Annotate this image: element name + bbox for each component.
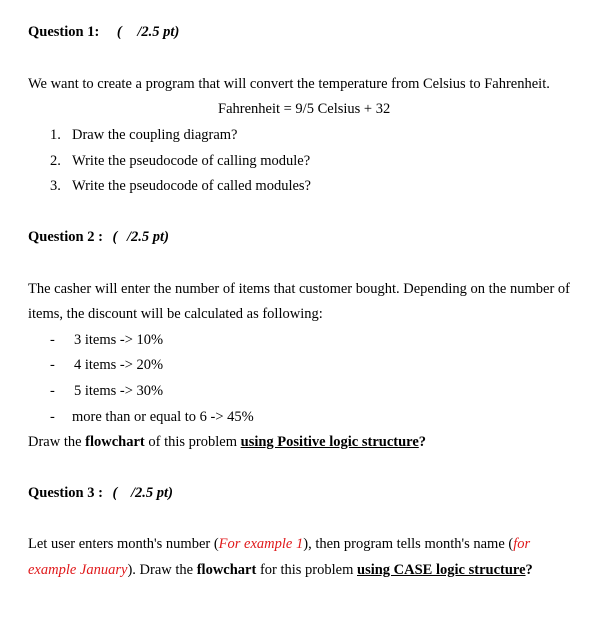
q3-line2-end: ? — [525, 562, 533, 578]
q1-item-number: 1. — [50, 127, 61, 143]
q1-item-number: 3. — [50, 178, 61, 194]
q2-task-pre: Draw the — [28, 434, 86, 450]
dash-bullet: - — [50, 409, 55, 425]
q1-heading-label: Question 1: — [28, 24, 100, 40]
q3-points-close: ) — [168, 485, 173, 501]
q2-task — [28, 434, 426, 451]
q1-intro: We want to create a program that will convert the temperature from Celsius to Fahrenheit. — [28, 76, 550, 92]
q2-heading — [28, 229, 169, 246]
q3-line2-bold: flowchart — [196, 562, 257, 578]
q2-bullet-text: more than or equal to 6 -> 45% — [72, 409, 254, 425]
q3-heading — [28, 485, 173, 502]
q2-intro-line1: The casher will enter the number of items that customer bought. Depending on the number of — [28, 281, 570, 297]
q2-task-end: ? — [418, 434, 427, 450]
q1-list-item — [50, 153, 310, 170]
q2-task-mid: of this problem — [144, 434, 241, 450]
q2-bullet-item — [50, 409, 254, 426]
q2-points-value: /2.5 pt — [127, 229, 165, 245]
q1-heading — [28, 24, 179, 41]
q1-formula: Fahrenheit = 9/5 Celsius + 32 — [218, 101, 391, 117]
q2-task-underline: using Positive logic structure — [240, 434, 419, 450]
q1-points-close: ) — [174, 24, 180, 40]
q3-points-open: ( — [112, 485, 118, 501]
q1-item-number: 2. — [50, 153, 61, 169]
q1-item-text: Write the pseudocode of calling module? — [72, 153, 311, 169]
q2-bullet-text: 4 items -> 20% — [74, 357, 164, 373]
q2-bullet-item — [50, 332, 163, 349]
q2-points-close: ) — [164, 229, 169, 245]
q2-bullet-text: 3 items -> 10% — [74, 332, 164, 348]
q2-bullet-item — [50, 383, 163, 400]
q3-line1-red-tail: for — [513, 536, 531, 552]
q3-line2-mid2: for this problem — [256, 562, 357, 578]
q1-points-value: /2.5 pt — [137, 24, 175, 40]
q1-item-text: Write the pseudocode of called modules? — [72, 178, 311, 194]
q3-example-name: example January — [28, 562, 128, 578]
q3-line2-underline: using CASE logic structure — [357, 562, 526, 578]
q2-points-open: ( — [112, 229, 118, 245]
q1-points-open: ( — [116, 24, 122, 40]
dash-bullet: - — [50, 383, 55, 399]
q1-list-item — [50, 127, 237, 144]
dash-bullet: - — [50, 332, 55, 348]
q2-intro-line2: items, the discount will be calculated as following: — [28, 306, 323, 322]
q2-heading-label: Question 2 : — [28, 229, 103, 245]
q2-bullet-item — [50, 357, 163, 374]
dash-bullet: - — [50, 357, 55, 373]
q3-heading-label: Question 3 : — [28, 485, 103, 501]
q1-item-text: Draw the coupling diagram? — [72, 127, 238, 143]
q1-list-item — [50, 178, 311, 195]
q3-line1 — [28, 536, 530, 553]
q2-task-bold: flowchart — [85, 434, 145, 450]
q2-bullet-text: 5 items -> 30% — [74, 383, 164, 399]
q3-example-number: For example 1 — [218, 536, 304, 552]
q3-line2-mid: ). Draw the — [127, 562, 197, 578]
q3-line1-pre: Let user enters month's number ( — [28, 536, 219, 552]
q3-points-value: /2.5 pt — [131, 485, 169, 501]
q3-line2 — [28, 562, 533, 579]
q3-line1-mid: ), then program tells month's name ( — [303, 536, 514, 552]
